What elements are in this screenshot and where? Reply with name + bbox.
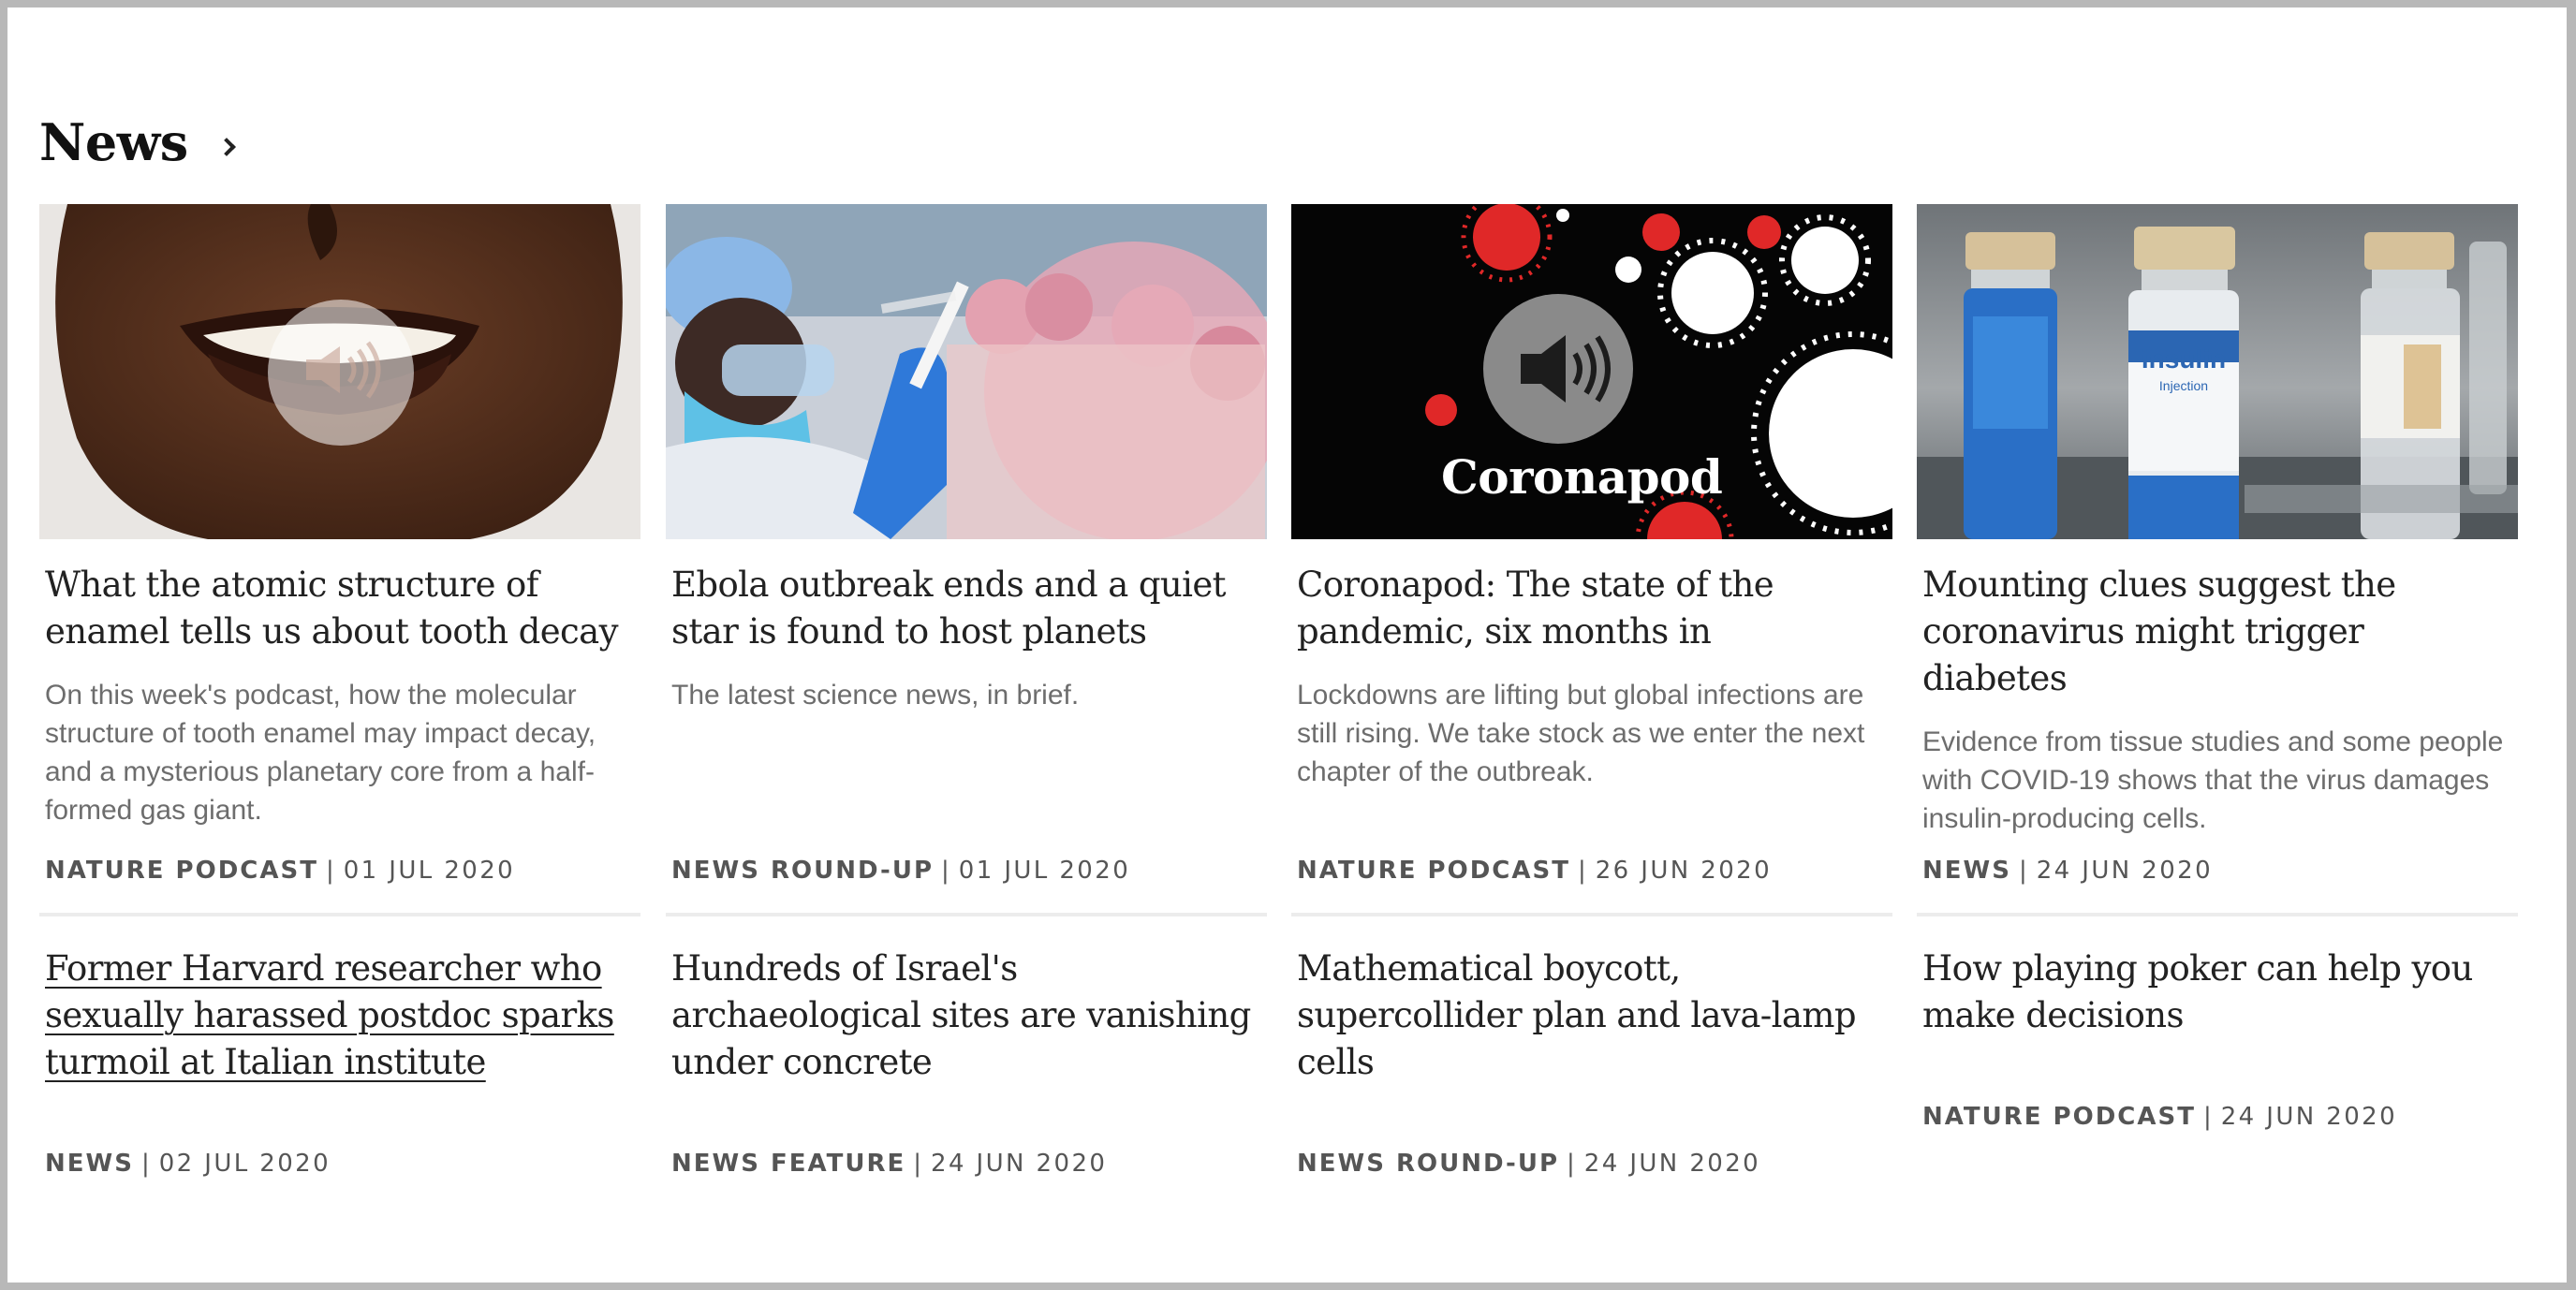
article-date: 02 JUL 2020 — [158, 1150, 331, 1178]
article-card[interactable] — [39, 204, 640, 897]
article-standfirst: The latest science news, in brief. — [671, 680, 1080, 711]
chevron-right-icon — [217, 138, 236, 156]
article-card[interactable] — [1291, 204, 1892, 897]
article-headline[interactable]: Ebola outbreak ends and a quiet star is found to host planets — [671, 564, 1226, 652]
row-divider — [666, 913, 1267, 916]
article-headline[interactable]: How playing poker can help you make decisions — [1922, 948, 2473, 1035]
meta-separator: | — [1577, 857, 1588, 885]
article-meta — [1297, 1150, 1887, 1178]
article-type: NEWS — [1922, 857, 2011, 885]
vial-sublabel: Injection — [2158, 378, 2209, 393]
article-type: NEWS — [45, 1150, 134, 1178]
article-type: NEWS ROUND-UP — [671, 857, 934, 885]
article-type: NATURE PODCAST — [1297, 857, 1570, 885]
article-image[interactable] — [666, 204, 1267, 539]
article-standfirst: Lockdowns are lifting but global infections are still rising. We take stock as we enter the next chapter of the outbreak. — [1297, 680, 1865, 787]
meta-separator: | — [913, 1150, 923, 1178]
article-meta — [1922, 1103, 2512, 1131]
article-headline[interactable]: Mathematical boycott, supercollider plan and lava-lamp cells — [1297, 948, 1856, 1082]
article-standfirst: Evidence from tissue studies and some people with COVID-19 shows that the virus damages insulin-producing cells. — [1922, 726, 2504, 834]
article-meta — [1297, 857, 1887, 885]
article-headline[interactable]: Hundreds of Israel's archaeological sites are vanishing under concrete — [671, 948, 1251, 1082]
article-meta — [671, 857, 1261, 885]
article-headline[interactable]: What the atomic structure of enamel tells us about tooth decay — [45, 564, 618, 652]
section-title: News — [39, 112, 188, 172]
article-headline[interactable]: Mounting clues suggest the coronavirus might trigger diabetes — [1922, 564, 2396, 698]
meta-separator: | — [1567, 1150, 1577, 1178]
coronapod-image-caption: Coronapod — [1441, 449, 1723, 505]
row-divider — [39, 913, 640, 916]
article-image[interactable] — [1291, 204, 1892, 539]
meta-separator: | — [941, 857, 951, 885]
article-card[interactable] — [666, 204, 1267, 897]
article-card[interactable] — [666, 946, 1267, 1189]
meta-separator: | — [2202, 1103, 2214, 1131]
article-meta — [671, 1150, 1261, 1178]
meta-separator: | — [2018, 857, 2029, 885]
article-date: 01 JUL 2020 — [958, 857, 1131, 885]
row-divider — [1917, 913, 2518, 916]
article-date: 24 JUN 2020 — [2220, 1103, 2398, 1131]
article-meta — [45, 1150, 635, 1178]
article-headline[interactable]: Coronapod: The state of the pandemic, six months in — [1297, 564, 1774, 652]
article-card[interactable] — [1291, 946, 1892, 1189]
article-meta — [1922, 857, 2512, 885]
article-meta — [45, 857, 635, 885]
article-image[interactable] — [1917, 204, 2518, 539]
article-image[interactable] — [39, 204, 640, 539]
meta-separator: | — [325, 857, 336, 885]
lab-workers-image — [666, 204, 1267, 539]
article-card[interactable] — [1917, 946, 2518, 1189]
article-headline[interactable]: Former Harvard researcher who sexually harassed postdoc sparks turmoil at Italian institute — [45, 948, 614, 1082]
article-date: 24 JUN 2020 — [1583, 1150, 1761, 1178]
article-date: 01 JUL 2020 — [343, 857, 516, 885]
article-date: 26 JUN 2020 — [1595, 857, 1773, 885]
article-date: 24 JUN 2020 — [931, 1150, 1108, 1178]
section-title-link[interactable] — [39, 112, 233, 172]
article-date: 24 JUN 2020 — [2036, 857, 2214, 885]
article-type: NEWS ROUND-UP — [1297, 1150, 1559, 1178]
meta-separator: | — [140, 1150, 152, 1178]
smiling-face-image — [39, 204, 640, 539]
article-type: NATURE PODCAST — [1922, 1103, 2196, 1131]
vial-label: insulin — [2141, 344, 2227, 374]
article-standfirst: On this week's podcast, how the molecular structure of tooth enamel may impact decay, and a mysterious planetary core from a half-formed gas giant. — [45, 680, 596, 826]
article-card[interactable] — [1917, 204, 2518, 897]
article-card[interactable] — [39, 946, 640, 1189]
article-type: NEWS FEATURE — [671, 1150, 906, 1178]
row-divider — [1291, 913, 1892, 916]
article-type: NATURE PODCAST — [45, 857, 318, 885]
